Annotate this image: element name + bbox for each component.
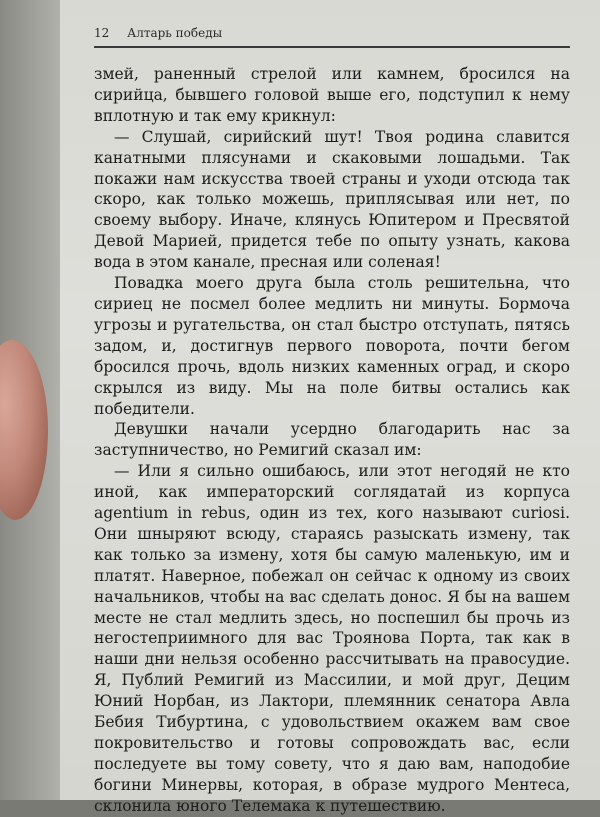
running-header (94, 26, 564, 40)
paragraph: Девушки начали усердно благодарить нас за заступничество, но Ремигий сказал им: (94, 420, 570, 460)
book-page (60, 0, 600, 815)
paragraph: змей, раненный стрелой или камнем, бросился на сирийца, бывшего головой выше его, подступил к нему вплотную и так ему крикнул: (94, 65, 570, 125)
page-number: 12 (94, 26, 110, 40)
running-title: Алтарь победы (127, 26, 223, 40)
body-text (94, 64, 570, 817)
paragraph: — Слушай, сирийский шут! Твоя родина славится канатными плясунами и скаковыми лошадьми. Так покажи нам искусства твоей страны и уходи отсюда так скоро, как только можешь, приплясывая или нет, по своему выбору. Иначе, клянусь Юпитером и Пресвятой Девой Марией, придется тебе по опыту узнать, какова вода в этом канале, пресная или соленая! (94, 127, 570, 272)
paragraph: — Или я сильно ошибаюсь, или этот негодяй не кто иной, как императорский соглядатай из корпуса agentium in rebus, один из тех, кого называют curiosi. Они шныряют всюду, стараясь разыскать измену, так как только за измену, хотя бы самую маленькую, им и платят. Наверное, побежал он сейчас к одному из своих начальников, чтобы на вас сделать донос. Я бы на вашем месте не стал медлить здесь, но поспешил бы прочь из негостеприимного для вас Троянова Порта, так как в наши дни нельзя особенно рассчитывать на правосудие. Я, Публий Ремигий из Массилии, и мой друг, Децим Юний Норбан, из Лактори, племянник сенатора Авла Бебия Тибуртина, с удовольствием окажем вам свое покровительство и готовы сопровождать вас, если последуете вы тому совету, что я даю вам, наподобие богини Минервы, которая, в образе мудрого Ментеса, склонила юного Телемака к путешествию. (94, 462, 570, 815)
paragraph: Повадка моего друга была столь решительна, что сириец не посмел более медлить ни минуты. Бормоча угрозы и ругательства, он стал быстро отступать, пятясь задом, и, достигнув первого поворота, почти бегом бросился прочь, вдоль низких каменных оград, и скоро скрылся из виду. Мы на поле битвы остались как победители. (94, 274, 570, 418)
header-rule (94, 46, 570, 48)
